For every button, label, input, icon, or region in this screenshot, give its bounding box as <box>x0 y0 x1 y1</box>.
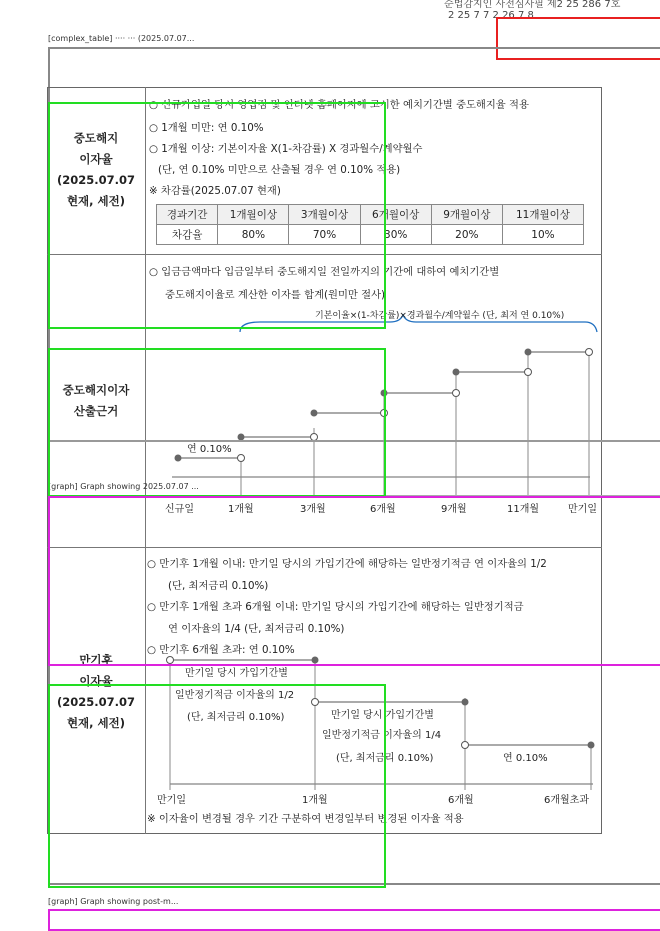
annot2-line: 일반정기적금 이자율의 1/4 <box>322 730 442 741</box>
x-label: 9개월 <box>441 504 467 515</box>
table-header-cell: 11개월이상 <box>502 205 583 225</box>
s3-line-4: 연 이자율의 1/4 (단, 최저금리 0.10%) <box>168 623 345 635</box>
point-filled <box>525 349 532 356</box>
graph-caption-post: [graph] Graph showing post-m... <box>48 897 179 906</box>
s3-line-3: ○ 만기후 1개월 초과 6개월 이내: 만기일 당시의 가입기간에 해당하는 일반정기적금 <box>147 601 524 613</box>
s1-line-3: ○ 1개월 이상: 기본이자율 X(1-차감률) X 경과월수/계약월수 <box>149 143 423 155</box>
graph-caption-overlap: [graph] Graph showing 2025.07.07 ... <box>48 482 199 491</box>
table-header-cell: 3개월이상 <box>289 205 360 225</box>
s3-line-2: (단, 최저금리 0.10%) <box>168 580 269 592</box>
table-header-cell: 9개월이상 <box>431 205 502 225</box>
point-filled <box>588 742 595 749</box>
x-label: 신규일 <box>165 504 194 515</box>
x-label: 6개월초과 <box>544 795 590 806</box>
table-header-cell: 경과기간 <box>157 205 218 225</box>
s2-line-2: 중도해지이율로 계산한 이자를 합계(원미만 절사) <box>165 289 386 301</box>
s1-line-5: ※ 차감률(2025.07.07 현재) <box>149 185 281 197</box>
x-label: 6개월 <box>448 795 474 806</box>
point-open <box>462 742 469 749</box>
annot2-line: (단, 최저금리 0.10%) <box>336 753 434 764</box>
table-header-cell: 1개월이상 <box>218 205 289 225</box>
s1-line-4: (단, 연 0.10% 미만으로 산출될 경우 연 0.10% 적용) <box>158 164 401 176</box>
label-line: 이자율 <box>79 674 113 688</box>
complex-table-caption: [complex_table] ···· ··· (2025.07.07... <box>48 34 195 43</box>
label-line: (2025.07.07 <box>56 173 135 187</box>
formula-text: 기본이율×(1-차감률)×경과월수/계약월수 (단, 최저 연 0.10%) <box>315 311 565 321</box>
s2-line-1: ○ 입금금액마다 입금일부터 중도해지일 전일까지의 기간에 대하여 예치기간별 <box>149 266 500 278</box>
highlight-box-magenta-1 <box>48 496 660 666</box>
highlight-box-green-2 <box>48 348 386 497</box>
label-line: (2025.07.07 <box>56 695 135 709</box>
annot1-line: 만기일 당시 가입기간별 <box>185 668 288 679</box>
annot2-line: 만기일 당시 가입기간별 <box>331 710 434 721</box>
approval-number-line2: 2 25 7 7 2 26 7 8 <box>448 10 534 21</box>
s1-line-1: ○ 신규가입일 당시 영업점 및 인터넷 홈페이지에 고시한 예치기간별 중도해지율 적용 <box>149 99 529 111</box>
point-open <box>453 390 460 397</box>
x-label: 11개월 <box>507 504 540 515</box>
s1-line-2: ○ 1개월 미만: 연 0.10% <box>149 122 264 134</box>
table-cell: 20% <box>431 225 502 245</box>
highlight-box-green-3 <box>48 684 386 888</box>
table-cell: 30% <box>360 225 431 245</box>
annot1-line: (단, 최저금리 0.10%) <box>187 712 285 723</box>
rate-change-note: ※ 이자율이 변경될 경우 기간 구분하여 변경일부터 변경된 이자율 적용 <box>147 813 464 825</box>
s3-line-1: ○ 만기후 1개월 이내: 만기일 당시의 가입기간에 해당하는 일반정기적금 연 이자율의 1/2 <box>147 558 547 570</box>
min-rate-label: 연 0.10% <box>187 444 232 455</box>
approval-number-line1: 순법감지인 사전심사필 제2 25 286 7호 <box>444 0 621 10</box>
label-line: 중도해지이자 <box>62 383 130 397</box>
x-label: 만기일 <box>157 795 186 806</box>
x-label: 1개월 <box>228 504 254 515</box>
annot3: 연 0.10% <box>503 753 548 764</box>
label-line: 만기후 <box>79 653 113 667</box>
label-line: 이자율 <box>79 152 113 166</box>
table-cell: 70% <box>289 225 360 245</box>
table-header-cell: 6개월이상 <box>360 205 431 225</box>
annot1-line: 일반정기적금 이자율의 1/2 <box>175 690 295 701</box>
label-line: 중도해지 <box>73 131 119 145</box>
s3-line-5: ○ 만기후 6개월 초과: 연 0.10% <box>147 644 295 656</box>
table-cell: 80% <box>218 225 289 245</box>
x-label: 만기일 <box>568 504 597 515</box>
label-line: 현재, 세전) <box>66 716 126 730</box>
point-filled <box>462 699 469 706</box>
point-filled <box>453 369 460 376</box>
x-label: 6개월 <box>370 504 396 515</box>
label-line: 현재, 세전) <box>66 194 126 208</box>
highlight-box-green-1 <box>48 102 386 329</box>
table-cell: 10% <box>502 225 583 245</box>
x-label: 3개월 <box>300 504 326 515</box>
point-open <box>525 369 532 376</box>
label-line: 산출근거 <box>73 404 119 418</box>
table-cell: 차감율 <box>157 225 218 245</box>
x-label: 1개월 <box>302 795 328 806</box>
point-open <box>586 349 593 356</box>
